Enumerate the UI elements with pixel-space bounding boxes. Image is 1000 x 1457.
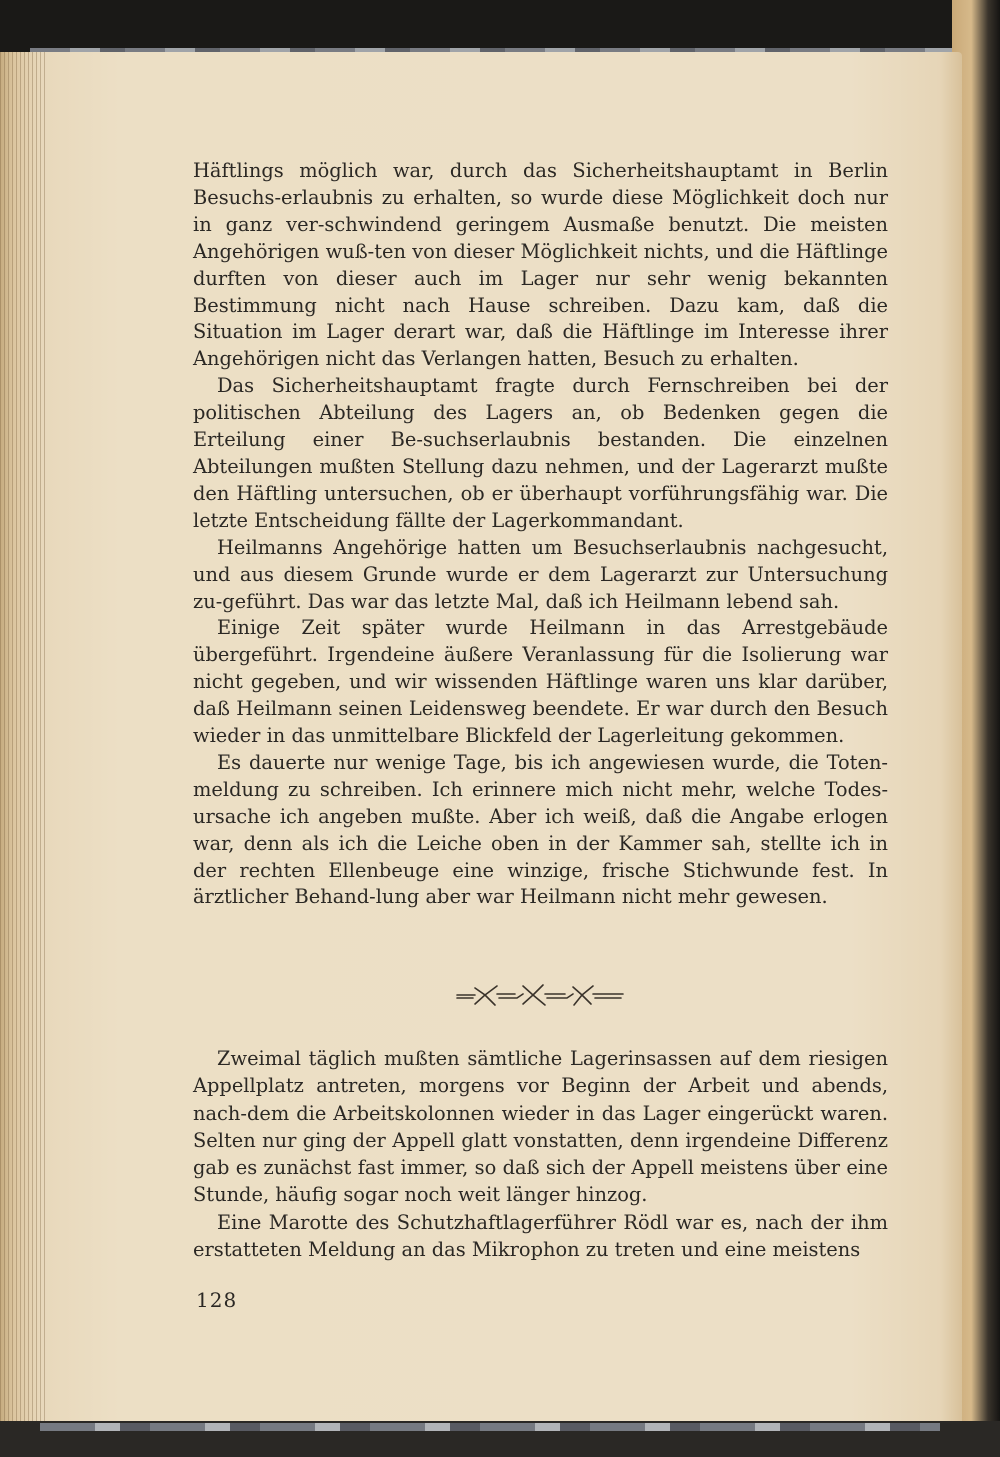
paragraph-3: Heilmanns Angehörige hatten um Besuchserlaubnis nachgesucht, und aus diesem Grunde wurde er dem Lagerarzt zur Untersuchung zu-geführt. Das war das letzte Mal, daß ich Heilmann lebend sah. [193,535,888,613]
page-gutter [0,52,46,1427]
paragraph-7: Eine Marotte des Schutzhaftlagerführer Rödl war es, nach der ihm erstatteten Meldung an das Mikrophon zu treten und eine meistens [193,1210,888,1262]
text-section-2 [193,1045,888,1263]
bottom-page-stack-edge [40,1423,940,1431]
paragraph-5: Es dauerte nur wenige Tage, bis ich angewiesen wurde, die Toten-meldung zu schreiben. Ich erinnere mich nicht mehr, welche Todes-ursache ich angeben mußte. Aber ich weiß, daß die Angabe erlogen war, denn als ich die Leiche oben in der Kammer sah, stellte ich in der rechten Ellenbeuge eine winzige, frische Stichwunde fest. In ärztlicher Behand-lung aber war Heilmann nicht mehr gewesen. [193,750,888,909]
paragraph-1: Häftlings möglich war, durch das Sicherheitshauptamt in Berlin Besuchs-erlaubnis zu erhalten, so wurde diese Möglichkeit doch nur in ganz ver-schwindend geringem Ausmaße benutzt. Die meisten Angehörigen wuß-ten von dieser Möglichkeit nichts, und die Häftlinge durften von dieser auch im Lager nur sehr wenig bekannten Bestimmung nicht nach Hause schreiben. Dazu kam, daß die Situation im Lager derart war, daß die Häftlinge im Interesse ihrer Angehörigen nicht das Verlangen hatten, Besuch zu erhalten. [193,159,888,371]
paragraph-6: Zweimal täglich mußten sämtliche Lagerinsassen auf dem riesigen Appellplatz antreten, morgens vor Beginn der Arbeit und abends, nach-dem die Arbeitskolonnen wieder in das Lager eingerückt waren. Selten nur ging der Appell glatt vonstatten, denn irgendeine Differenz gab es zunächst fast immer, so daß sich der Appell meistens über eine Stunde, häufig sogar noch weit länger hinzog. [193,1047,888,1207]
paragraph-4: Einige Zeit später wurde Heilmann in das Arrestgebäude übergeführt. Irgendeine äußere Veranlassung für die Isolierung war nicht gegeben, und wir wissenden Häftlinge waren uns klar darüber, daß Heilmann seinen Leidensweg beendete. Er war durch den Besuch wieder in das unmittelbare Blickfeld der Lagerleitung gekommen. [193,616,888,748]
top-scan-border [0,0,1000,58]
text-section-1 [193,158,888,911]
decorative-divider-icon [455,980,625,1010]
page-number: 128 [196,1288,238,1312]
bottom-scan-border [0,1421,1000,1457]
paragraph-2: Das Sicherheitshauptamt fragte durch Fernschreiben bei der politischen Abteilung des Lagers an, ob Bedenken gegen die Erteilung einer Be-suchserlaubnis bestanden. Die einzelnen Abteilungen mußten Stellung dazu nehmen, und der Lagerarzt mußte den Häftling untersuchen, ob er überhaupt vorführungsfähig war. Die letzte Entscheidung fällte der Lagerkommandant. [193,374,888,532]
